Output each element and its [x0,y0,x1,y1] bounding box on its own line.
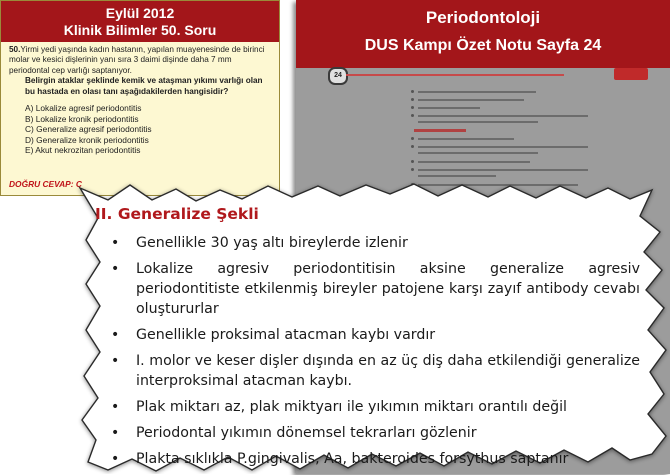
list-item-text: Plak miktarı az, plak miktyarı ile yıkımın miktarı orantılı değil [136,399,568,415]
bullet-icon: • [111,451,120,467]
list-item [95,325,640,345]
list-item-text: Periodontal yıkımın dönemsel tekrarları gözlenir [136,425,477,441]
bullet-icon: • [111,399,120,415]
question-prompt: Belirgin ataklar şeklinde kemik ve ataşman yıkımı varlığı olan bu hastada en olası tanı aşağıdakilerden hangisidir? [25,76,263,96]
page-subtitle: DUS Kampı Özet Notu Sayfa 24 [364,37,602,54]
question-stem: Yirmi yedi yaşında kadın hastanın, yapılan muayenesinde de birinci molar ve kesici dişlerinin yanı sıra 3 daimi dişinde daha 7 mm periodontal cep varlığı saptanıyor. [9,45,265,75]
list-item-text: Plakta sıklıkla P.gingivalis, Aa, bakteroides forsythus saptanır [136,451,569,467]
list-item-text: Lokalize agresiv periodontitisin aksine generalize agresiv periodontitiste etkilenmiş bireyler patojene karşı zayıf antibody cevabı oluştururlar [136,261,640,317]
bullet-icon: • [111,235,120,251]
list-item-text: Genellikle proksimal atacman kaybı vardır [136,327,436,343]
list-item [95,259,640,319]
zoom-content [95,205,640,475]
question-date: Eylül 2012 [105,5,175,21]
list-item [95,233,640,253]
list-item [95,397,640,417]
list-item-text: I. molor ve keser dişler dışında en az üç diş daha etkilendiği generalize interproksimal atacman kaybı. [136,353,640,389]
section-heading: II. Generalize Şekli [95,205,259,223]
list-item [95,449,640,469]
bullet-icon: • [111,425,120,441]
correct-answer: DOĞRU CEVAP: C [9,179,82,189]
bullet-icon: • [111,261,120,277]
option-d: D) Generalize kronik periodontitis [25,134,149,145]
option-c: C) Generalize agresif periodontitis [25,124,152,135]
bullet-list [95,233,640,469]
page-title: Periodontoloji [425,8,541,27]
bullet-icon: • [111,353,120,369]
option-b: B) Lokalize kronik periodontitis [25,113,139,124]
list-item [95,423,640,443]
bullet-icon: • [111,327,120,343]
list-item-text: Genellikle 30 yaş altı bireylerde izlenir [136,235,408,251]
option-e: E) Akut nekrozitan periodontitis [25,145,141,156]
option-a: A) Lokalize agresif periodontitis [25,103,142,114]
question-number: 50. [9,45,21,54]
page-number-badge: 24 [328,67,348,85]
question-title: Klinik Bilimler 50. Soru [63,22,217,38]
list-item [95,351,640,391]
